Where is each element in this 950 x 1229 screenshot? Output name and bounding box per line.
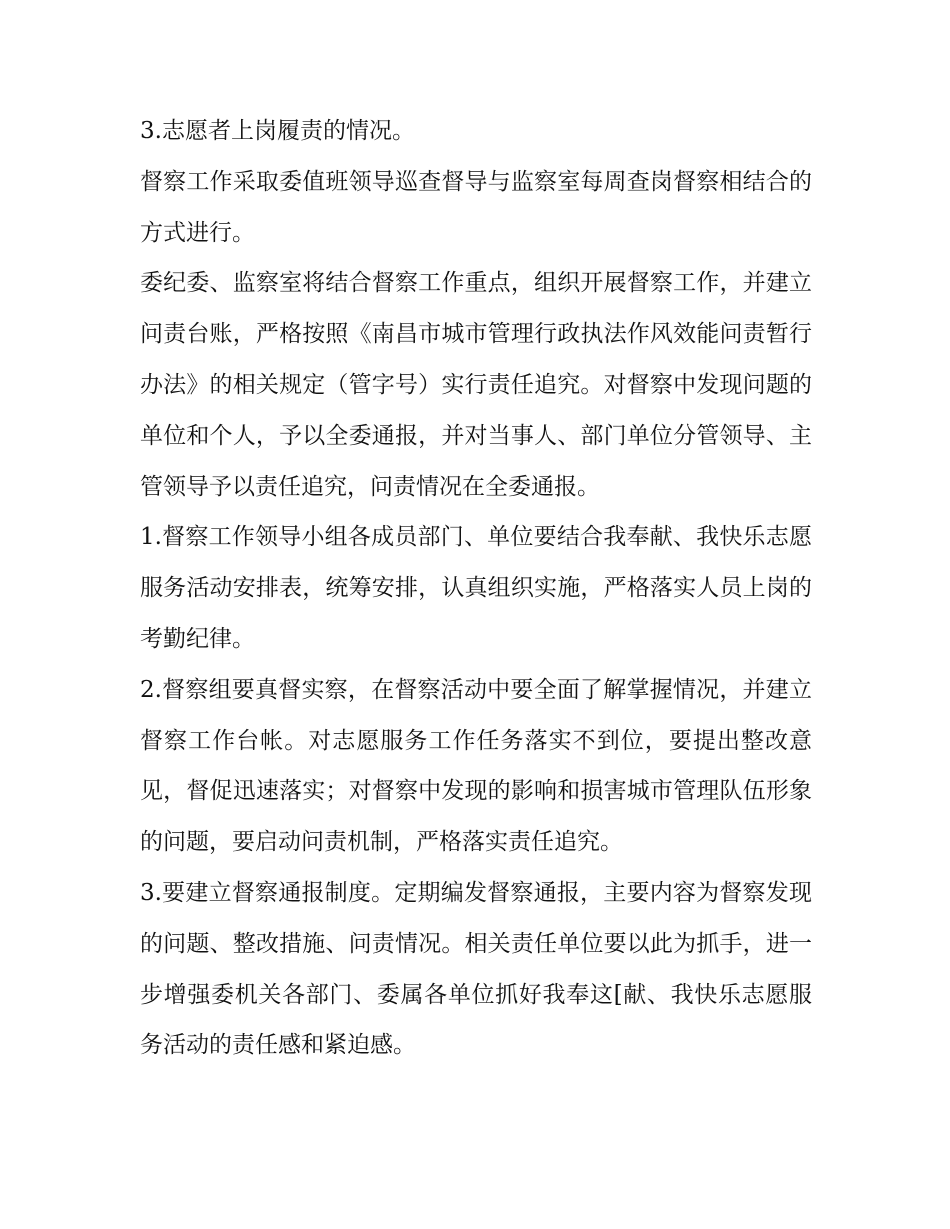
paragraph-supervision-method: 督察工作采取委值班领导巡查督导与监察室每周查岗督察相结合的方式进行。 — [140, 168, 812, 246]
paragraph-item-2: 2.督察组要真督实察，在督察活动中要全面了解掌握情况，并建立督察工作台帐。对志愿服务工作任务落实不到位，要提出整改意见，督促迅速落实；对督察中发现的影响和损害城市管理队伍形象的问题，要启动问责机制，严格落实责任追究。 — [140, 676, 812, 856]
paragraph-volunteer-duty: 3.志愿者上岗履责的情况。 — [140, 118, 415, 144]
paragraph-item-1: 1.督察工作领导小组各成员部门、单位要结合我奉献、我快乐志愿服务活动安排表，统筹安排，认真组织实施，严格落实人员上岗的考勤纪律。 — [140, 524, 812, 652]
paragraph-item-3: 3.要建立督察通报制度。定期编发督察通报，主要内容为督察发现的问题、整改措施、问责情况。相关责任单位要以此为抓手，进一步增强委机关各部门、委属各单位抓好我奉这[献、我快乐志愿服务活动的责任感和紧迫感。 — [140, 879, 812, 1059]
document-body — [140, 106, 812, 1071]
paragraph-accountability: 委纪委、监察室将结合督察工作重点，组织开展督察工作，并建立问责台账，严格按照《南昌市城市管理行政执法作风效能问责暂行办法》的相关规定（管字号）实行责任追究。对督察中发现问题的单位和个人，予以全委通报，并对当事人、部门单位分管领导、主管领导予以责任追究，问责情况在全委通报。 — [140, 270, 812, 500]
